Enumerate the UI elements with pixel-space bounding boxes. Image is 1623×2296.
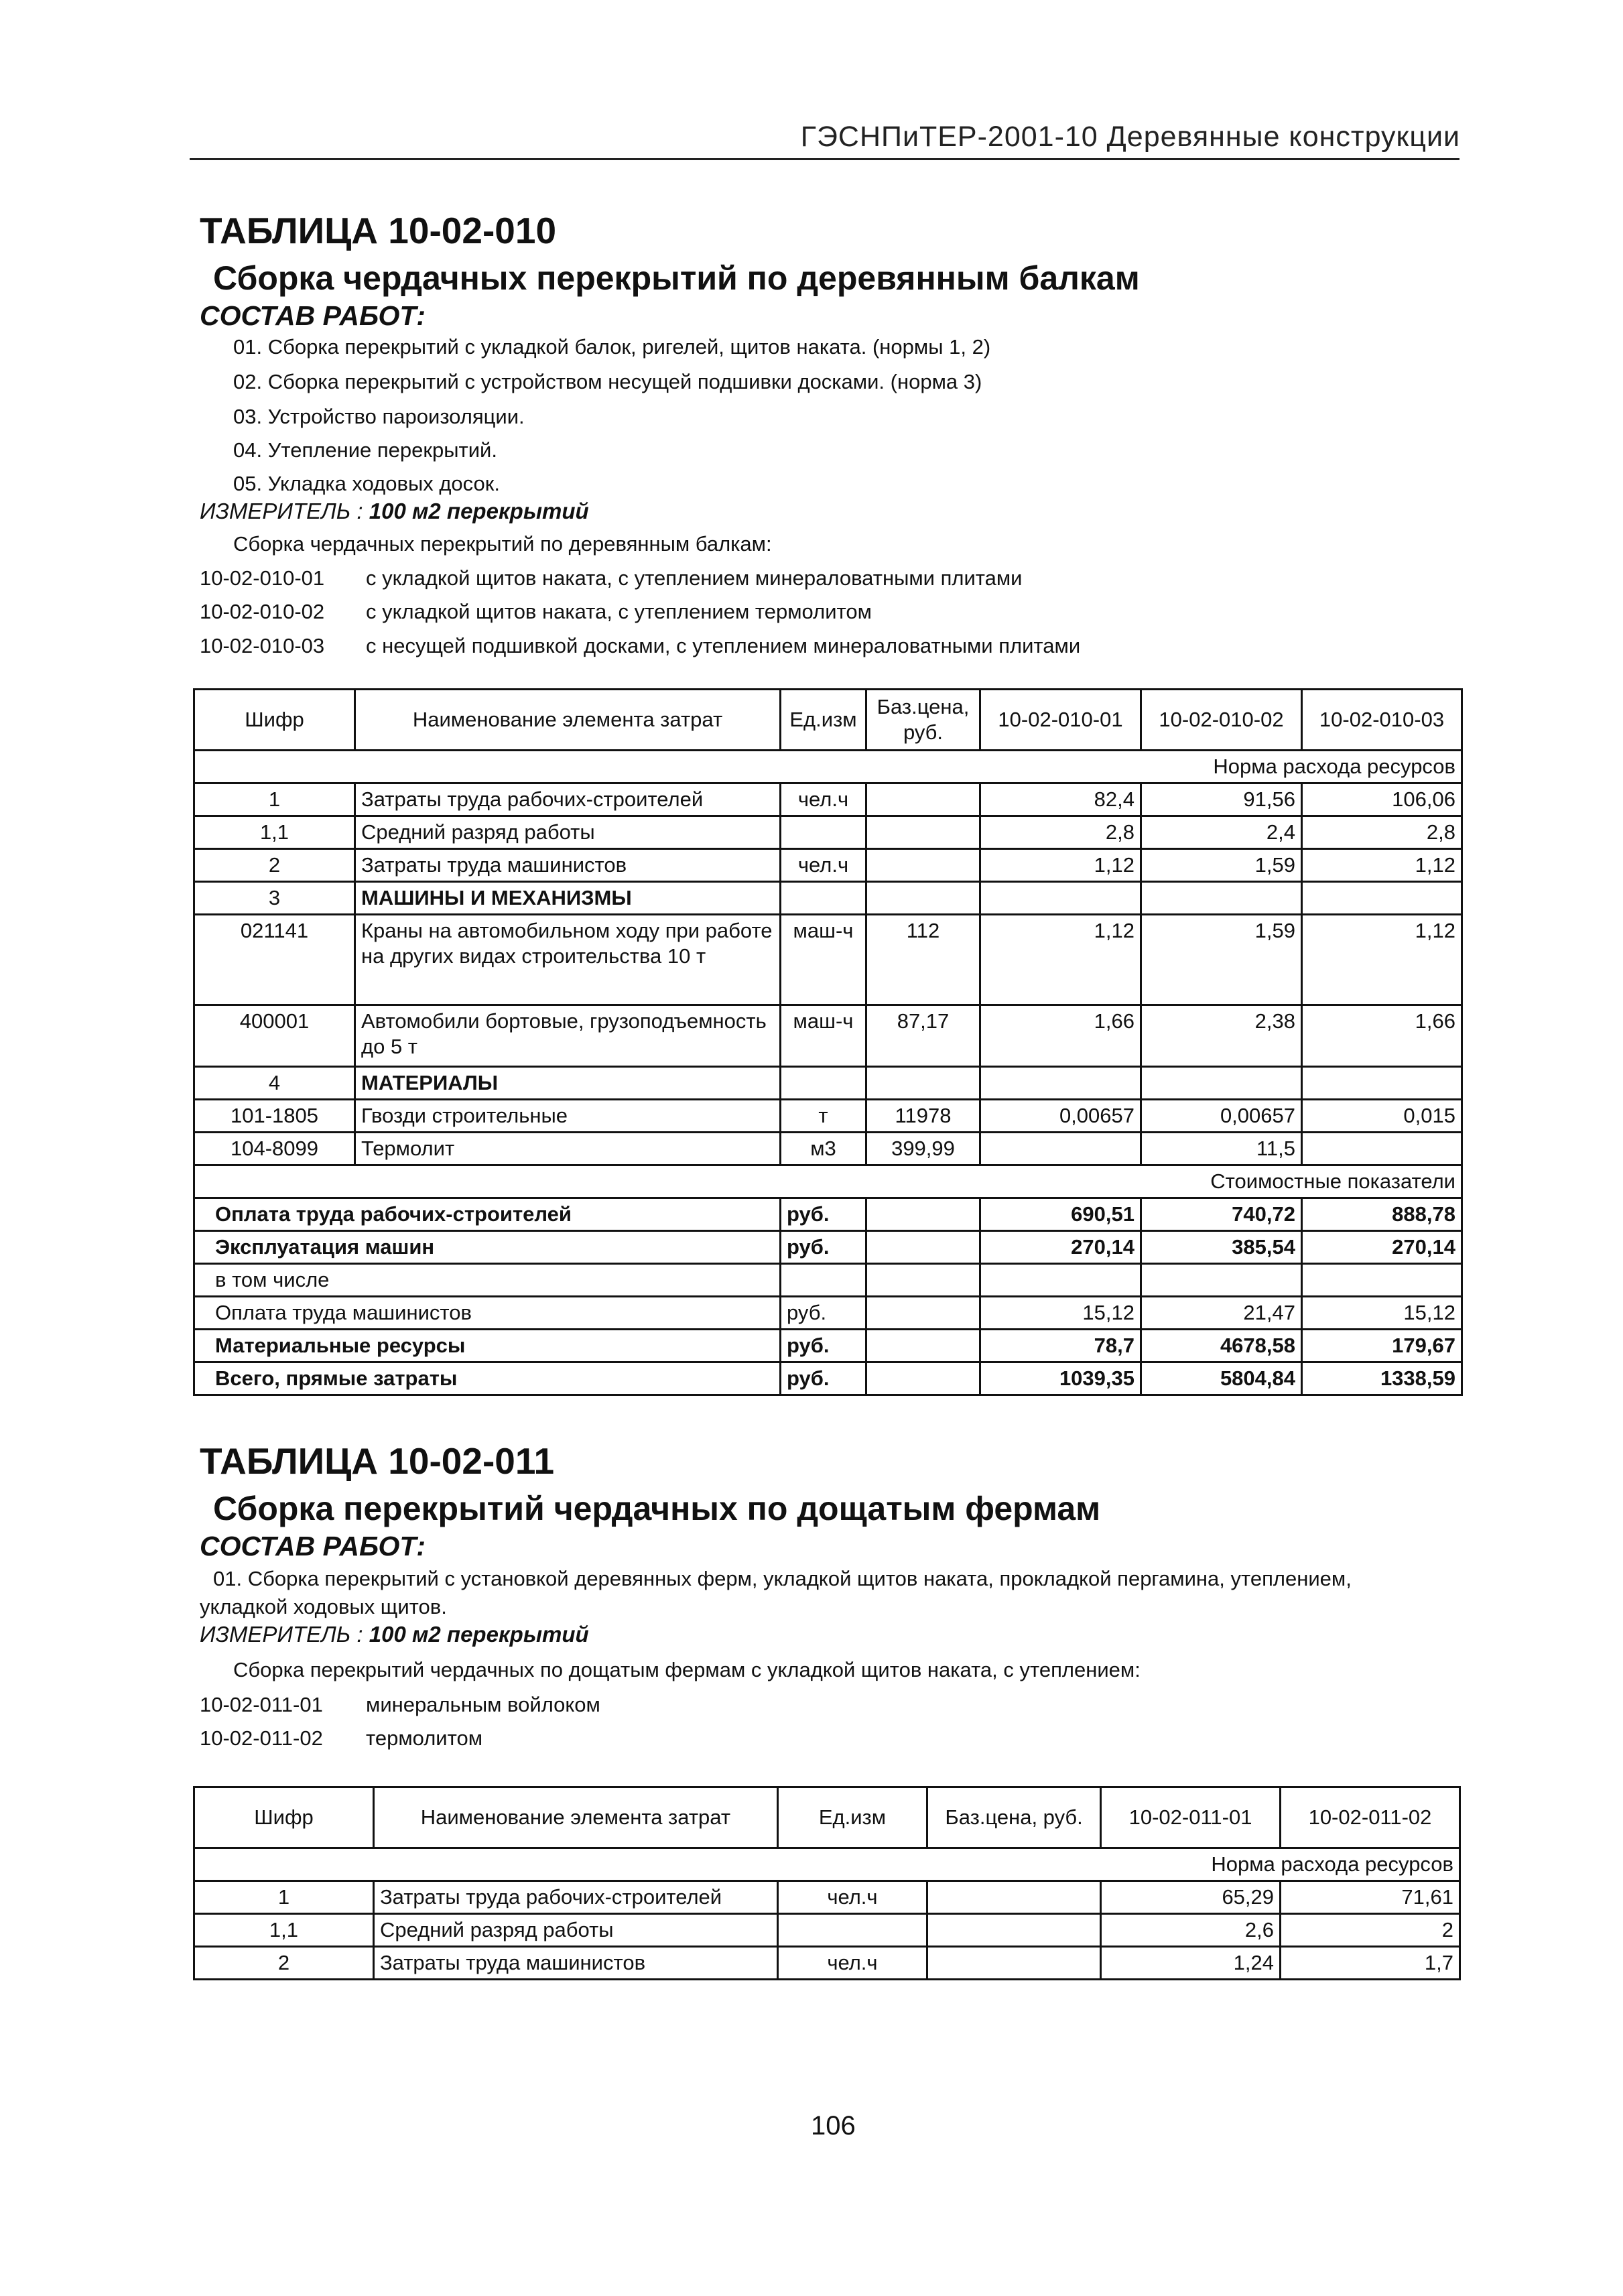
row-v1: [980, 1133, 1141, 1165]
cost-v3: 179,67: [1302, 1330, 1462, 1362]
cost-label: Стоимостные показатели: [194, 1165, 1462, 1198]
cost-v2: 740,72: [1141, 1198, 1302, 1231]
row-code: 2: [194, 1947, 374, 1980]
table-row: [194, 1914, 1460, 1947]
row-v1: 2,8: [980, 816, 1141, 849]
row-v2: 2,4: [1141, 816, 1302, 849]
row-name: Краны на автомобильном ходу при работе на других видах строительства 10 т: [355, 915, 781, 1005]
row-v3: 2,8: [1302, 816, 1462, 849]
row-unit: чел.ч: [781, 783, 866, 816]
table2-norm-row: [194, 1848, 1460, 1881]
cost-v1: 690,51: [980, 1198, 1141, 1231]
table1-meter-label: ИЗМЕРИТЕЛЬ :: [200, 499, 363, 523]
row-code: 1,1: [194, 1914, 374, 1947]
row-name: Затраты труда рабочих-строителей: [373, 1881, 777, 1914]
row-v1: [980, 1067, 1141, 1100]
row-name: Затраты труда рабочих-строителей: [355, 783, 781, 816]
row-code: 104-8099: [194, 1133, 355, 1165]
cost-v2: 5804,84: [1141, 1362, 1302, 1395]
row-name: Средний разряд работы: [373, 1914, 777, 1947]
cost-price: [866, 1297, 980, 1330]
row-v3: 1,66: [1302, 1005, 1462, 1067]
table1-code-02: 10-02-010-02: [200, 600, 325, 623]
row-v3: 1,12: [1302, 915, 1462, 1005]
col-price-header: Баз.цена, руб.: [927, 1787, 1101, 1848]
cost-unit: руб.: [781, 1198, 866, 1231]
cost-row: [194, 1362, 1462, 1395]
col-n1-header: 10-02-011-01: [1101, 1787, 1281, 1848]
table1-work-05: 05. Укладка ходовых досок.: [233, 472, 500, 495]
cost-v1: 15,12: [980, 1297, 1141, 1330]
col-n2-header: 10-02-011-02: [1281, 1787, 1460, 1848]
cost-unit: руб.: [781, 1231, 866, 1264]
cost-v3: [1302, 1264, 1462, 1297]
table1-code-03-desc: с несущей подшивкой досками, с утеплением минераловатными плитами: [366, 634, 1081, 657]
cost-row: [194, 1198, 1462, 1231]
table1-work-03: 03. Устройство пароизоляции.: [233, 405, 525, 428]
cost-v2: 21,47: [1141, 1297, 1302, 1330]
row-v2: 1,7: [1281, 1947, 1460, 1980]
col-name-header: Наименование элемента затрат: [355, 690, 781, 751]
row-v2: 71,61: [1281, 1881, 1460, 1914]
cost-name: Всего, прямые затраты: [194, 1362, 781, 1395]
table-row: [194, 783, 1462, 816]
row-price: 399,99: [866, 1133, 980, 1165]
row-price: [927, 1947, 1101, 1980]
table-row: [194, 882, 1462, 915]
cost-row: [194, 1231, 1462, 1264]
row-unit: маш-ч: [781, 915, 866, 1005]
col-n1-header: 10-02-010-01: [980, 690, 1141, 751]
col-unit-header: Ед.изм: [777, 1787, 927, 1848]
cost-name: Материальные ресурсы: [194, 1330, 781, 1362]
row-price: 87,17: [866, 1005, 980, 1067]
row-v1: [980, 882, 1141, 915]
col-n3-header: 10-02-010-03: [1302, 690, 1462, 751]
table1-code-03: 10-02-010-03: [200, 634, 325, 657]
running-header: ГЭСНПиТЕР-2001-10 Деревянные конструкции: [800, 121, 1460, 153]
row-v2: [1141, 882, 1302, 915]
row-code: 2: [194, 849, 355, 882]
row-name: Гвозди строительные: [355, 1100, 781, 1133]
row-code: 1: [194, 1881, 374, 1914]
table2-code-02: 10-02-011-02: [200, 1726, 323, 1750]
row-code: 4: [194, 1067, 355, 1100]
row-v3: 1,12: [1302, 849, 1462, 882]
row-v2: 2,38: [1141, 1005, 1302, 1067]
row-code: 1: [194, 783, 355, 816]
row-v2: 91,56: [1141, 783, 1302, 816]
header-rule: [190, 158, 1459, 160]
table1-code-01: 10-02-010-01: [200, 566, 325, 590]
row-v1: 1,12: [980, 849, 1141, 882]
table1-header-row: [194, 690, 1462, 751]
row-unit: [781, 816, 866, 849]
table-row: [194, 1133, 1462, 1165]
row-v1: 1,66: [980, 1005, 1141, 1067]
table-row: [194, 1947, 1460, 1980]
table1-meter: [200, 499, 589, 524]
cost-unit: [781, 1264, 866, 1297]
row-name: Автомобили бортовые, грузоподъемность до 5 т: [355, 1005, 781, 1067]
cost-unit: руб.: [781, 1362, 866, 1395]
table2-meter-value: 100 м2 перекрытий: [369, 1622, 589, 1647]
row-v1: 82,4: [980, 783, 1141, 816]
table2-meter-label: ИЗМЕРИТЕЛЬ :: [200, 1622, 363, 1647]
page-number: 106: [811, 2111, 856, 2141]
row-code: 400001: [194, 1005, 355, 1067]
col-price-header: Баз.цена, руб.: [866, 690, 980, 751]
table-row: [194, 1881, 1460, 1914]
cost-row: [194, 1297, 1462, 1330]
row-v1: 1,12: [980, 915, 1141, 1005]
cost-v3: 1338,59: [1302, 1362, 1462, 1395]
row-price: 112: [866, 915, 980, 1005]
row-price: [866, 783, 980, 816]
row-v2: [1141, 1067, 1302, 1100]
norm-label: Норма расхода ресурсов: [194, 1848, 1460, 1881]
cost-v1: 270,14: [980, 1231, 1141, 1264]
row-unit: м3: [781, 1133, 866, 1165]
cost-name: Оплата труда рабочих-строителей: [194, 1198, 781, 1231]
cost-v1: 78,7: [980, 1330, 1141, 1362]
cost-v3: 270,14: [1302, 1231, 1462, 1264]
row-v2: 11,5: [1141, 1133, 1302, 1165]
row-v2: 0,00657: [1141, 1100, 1302, 1133]
table1-cost-label-row: [194, 1165, 1462, 1198]
row-code: 1,1: [194, 816, 355, 849]
table1-subtitle: Сборка чердачных перекрытий по деревянным балкам: [213, 259, 1140, 297]
table2-title: ТАБЛИЦА 10-02-011: [200, 1440, 555, 1482]
row-v2: 2: [1281, 1914, 1460, 1947]
col-code-header: Шифр: [194, 1787, 374, 1848]
table1-intro: Сборка чердачных перекрытий по деревянным балкам:: [233, 532, 772, 556]
cost-row: [194, 1264, 1462, 1297]
cost-name: Эксплуатация машин: [194, 1231, 781, 1264]
row-name: МАШИНЫ И МЕХАНИЗМЫ: [355, 882, 781, 915]
row-price: [866, 816, 980, 849]
cost-v3: 888,78: [1302, 1198, 1462, 1231]
table2-subtitle: Сборка перекрытий чердачных по дощатым фермам: [213, 1490, 1101, 1527]
cost-price: [866, 1231, 980, 1264]
table2-header-row: [194, 1787, 1460, 1848]
table2-intro: Сборка перекрытий чердачных по дощатым фермам с укладкой щитов наката, с утеплением:: [233, 1658, 1141, 1681]
row-unit: т: [781, 1100, 866, 1133]
table2-composition-label: СОСТАВ РАБОТ:: [200, 1531, 426, 1561]
row-price: [927, 1914, 1101, 1947]
table1-code-02-desc: с укладкой щитов наката, с утеплением термолитом: [366, 600, 872, 623]
table-row: [194, 849, 1462, 882]
row-unit: [781, 1067, 866, 1100]
cost-price: [866, 1198, 980, 1231]
row-name: Средний разряд работы: [355, 816, 781, 849]
cost-v2: 4678,58: [1141, 1330, 1302, 1362]
row-unit: чел.ч: [777, 1881, 927, 1914]
row-v3: 106,06: [1302, 783, 1462, 816]
cost-name: в том числе: [194, 1264, 781, 1297]
row-v1: 0,00657: [980, 1100, 1141, 1133]
row-v3: [1302, 1133, 1462, 1165]
row-unit: [777, 1914, 927, 1947]
row-unit: маш-ч: [781, 1005, 866, 1067]
table-row: [194, 915, 1462, 1005]
row-v2: 1,59: [1141, 849, 1302, 882]
table1-composition-label: СОСТАВ РАБОТ:: [200, 300, 426, 331]
cost-price: [866, 1330, 980, 1362]
cost-v3: 15,12: [1302, 1297, 1462, 1330]
col-code-header: Шифр: [194, 690, 355, 751]
cost-v2: 385,54: [1141, 1231, 1302, 1264]
row-price: 11978: [866, 1100, 980, 1133]
row-name: МАТЕРИАЛЫ: [355, 1067, 781, 1100]
row-v3: [1302, 882, 1462, 915]
cost-row: [194, 1330, 1462, 1362]
row-code: 021141: [194, 915, 355, 1005]
table2-grid: [193, 1786, 1461, 1980]
row-name: Затраты труда машинистов: [373, 1947, 777, 1980]
row-unit: [781, 882, 866, 915]
table2-code-01-desc: минеральным войлоком: [366, 1693, 600, 1716]
cost-v2: [1141, 1264, 1302, 1297]
table2-meter: [200, 1622, 589, 1647]
cost-unit: руб.: [781, 1297, 866, 1330]
row-v1: 65,29: [1101, 1881, 1281, 1914]
table2-work-01: 01. Сборка перекрытий с установкой деревянных ферм, укладкой щитов наката, прокладкой пергамина, утеплением,: [213, 1567, 1352, 1590]
row-code: 3: [194, 882, 355, 915]
cost-v1: 1039,35: [980, 1362, 1141, 1395]
row-price: [866, 882, 980, 915]
row-name: Термолит: [355, 1133, 781, 1165]
row-v1: 1,24: [1101, 1947, 1281, 1980]
col-unit-header: Ед.изм: [781, 690, 866, 751]
table2-work-01-cont: укладкой ходовых щитов.: [200, 1595, 447, 1618]
col-name-header: Наименование элемента затрат: [373, 1787, 777, 1848]
cost-unit: руб.: [781, 1330, 866, 1362]
cost-v1: [980, 1264, 1141, 1297]
cost-price: [866, 1362, 980, 1395]
row-name: Затраты труда машинистов: [355, 849, 781, 882]
row-v2: 1,59: [1141, 915, 1302, 1005]
row-v3: [1302, 1067, 1462, 1100]
table1-work-02: 02. Сборка перекрытий с устройством несущей подшивки досками. (норма 3): [233, 370, 982, 393]
table2-code-02-desc: термолитом: [366, 1726, 483, 1750]
table1-grid: [193, 688, 1463, 1396]
table1-title: ТАБЛИЦА 10-02-010: [200, 210, 557, 251]
col-n2-header: 10-02-010-02: [1141, 690, 1302, 751]
table-row: [194, 1100, 1462, 1133]
norm-label: Норма расхода ресурсов: [194, 751, 1462, 783]
row-code: 101-1805: [194, 1100, 355, 1133]
row-unit: чел.ч: [781, 849, 866, 882]
row-v1: 2,6: [1101, 1914, 1281, 1947]
row-price: [866, 1067, 980, 1100]
cost-price: [866, 1264, 980, 1297]
table1-work-04: 04. Утепление перекрытий.: [233, 438, 497, 462]
table-row: [194, 816, 1462, 849]
row-price: [866, 849, 980, 882]
table-row: [194, 1005, 1462, 1067]
row-price: [927, 1881, 1101, 1914]
row-unit: чел.ч: [777, 1947, 927, 1980]
cost-name: Оплата труда машинистов: [194, 1297, 781, 1330]
table-row: [194, 1067, 1462, 1100]
table1-norm-row: [194, 751, 1462, 783]
table2-code-01: 10-02-011-01: [200, 1693, 323, 1716]
table1-meter-value: 100 м2 перекрытий: [369, 499, 589, 523]
row-v3: 0,015: [1302, 1100, 1462, 1133]
table1-work-01: 01. Сборка перекрытий с укладкой балок, ригелей, щитов наката. (нормы 1, 2): [233, 335, 991, 359]
table1-code-01-desc: с укладкой щитов наката, с утеплением минераловатными плитами: [366, 566, 1023, 590]
